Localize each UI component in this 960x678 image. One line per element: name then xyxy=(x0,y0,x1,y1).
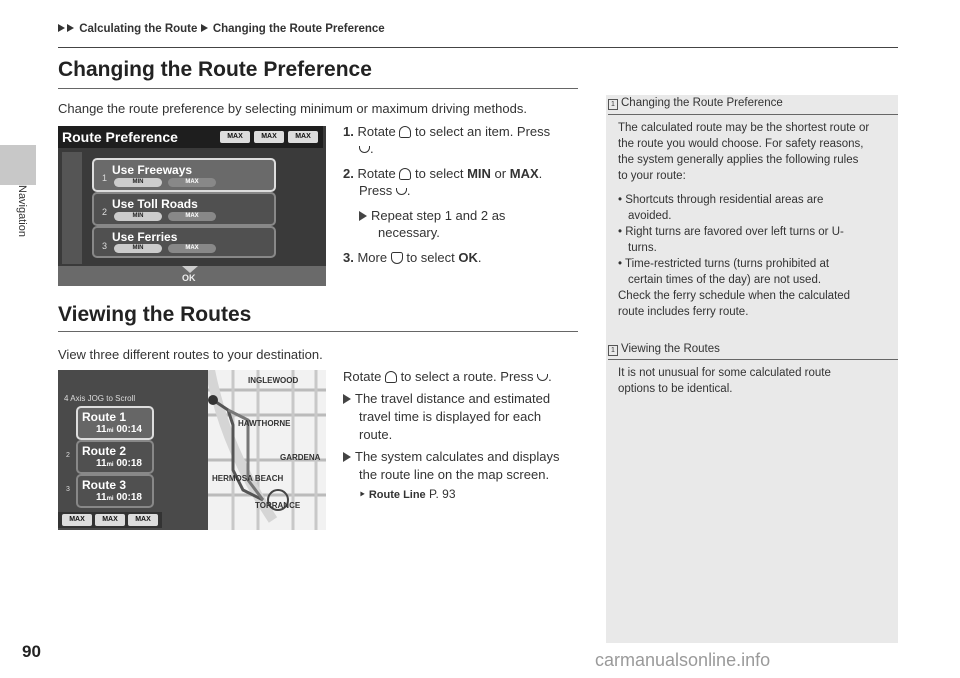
note-marker-icon: 1 xyxy=(608,345,618,356)
max-option[interactable]: MAX xyxy=(168,244,216,253)
route-2-option[interactable]: Route 2 11mi 00:18 xyxy=(76,440,154,474)
item-number: 2 xyxy=(102,207,108,217)
result-1: The travel distance and estimated xyxy=(343,391,550,406)
note-marker-icon: 1 xyxy=(608,99,618,110)
min-option[interactable]: MIN xyxy=(114,178,162,187)
interface-dial-icon xyxy=(399,168,411,180)
header-rule xyxy=(58,47,898,48)
item-use-ferries[interactable] xyxy=(92,226,276,258)
item-number: 3 xyxy=(102,241,108,251)
scroll-track xyxy=(62,152,82,264)
step-2-sub: Repeat step 1 and 2 as xyxy=(359,208,505,223)
press-icon xyxy=(396,188,407,195)
screen-title-bar xyxy=(58,126,323,148)
bullet-item: • Right turns are favored over left turns or U- xyxy=(618,226,844,238)
ferry-max-badge: MAX xyxy=(288,131,318,143)
step-1-press: . xyxy=(359,141,374,156)
place-label: TORRANCE xyxy=(255,501,301,510)
ferry-max-badge: MAX xyxy=(128,514,158,526)
step-2: 2. Rotate to select MIN or MAX. xyxy=(343,166,543,181)
item-use-toll-roads[interactable] xyxy=(92,192,276,226)
section-rule xyxy=(58,331,578,332)
max-option[interactable]: MAX xyxy=(168,212,216,221)
min-option[interactable]: MIN xyxy=(114,212,162,221)
result-1-line2: travel time is displayed for each xyxy=(359,409,542,424)
result-1-line3: route. xyxy=(359,427,393,442)
note-rule xyxy=(608,114,898,115)
bullet-item: • Time-restricted turns (turns prohibited at xyxy=(618,258,830,270)
result-2: The system calculates and displays xyxy=(343,449,559,464)
result-arrow-icon xyxy=(343,394,351,404)
bullet-item: • Shortcuts through residential areas are xyxy=(618,194,824,206)
side-tab-label: Navigation xyxy=(16,185,28,237)
step-rotate: Rotate to select a route. Press . xyxy=(343,369,552,384)
item-label: Use Toll Roads xyxy=(112,197,198,211)
freeway-max-badge: MAX xyxy=(62,514,92,526)
section-intro: View three different routes to your destination. xyxy=(58,347,323,362)
route-number: 3 xyxy=(66,486,70,493)
step-2-press: Press . xyxy=(359,183,411,198)
toll-max-badge: MAX xyxy=(95,514,125,526)
note-rule xyxy=(608,359,898,360)
freeway-max-badge: MAX xyxy=(220,131,250,143)
press-icon xyxy=(537,374,548,381)
interface-dial-icon xyxy=(385,371,397,383)
breadcrumb-part1[interactable]: Calculating the Route xyxy=(79,23,198,35)
note-body: It is not unusual for some calculated route options to be identical. xyxy=(618,367,831,395)
item-use-freeways[interactable] xyxy=(92,158,276,192)
place-label: HERMOSA BEACH xyxy=(212,474,284,483)
side-tab xyxy=(0,145,36,185)
result-arrow-icon xyxy=(343,452,351,462)
place-label: INGLEWOOD xyxy=(248,376,299,385)
breadcrumb xyxy=(58,23,385,35)
note-heading: 1 Changing the Route Preference xyxy=(608,97,783,110)
route-3-option[interactable]: Route 3 11mi 00:18 xyxy=(76,474,154,508)
max-option[interactable]: MAX xyxy=(168,178,216,187)
breadcrumb-arrow-icon xyxy=(201,24,208,32)
item-label: Use Ferries xyxy=(112,230,178,244)
note-heading: 1 Viewing the Routes xyxy=(608,343,720,356)
section-title-viewing-routes: Viewing the Routes xyxy=(58,303,252,326)
route-1-option[interactable]: Route 1 11mi 00:14 xyxy=(76,406,154,440)
move-dial-icon xyxy=(391,252,403,264)
step-2-sub-cont: necessary. xyxy=(378,225,440,240)
chevron-down-icon xyxy=(182,266,198,273)
section-title-route-preference: Changing the Route Preference xyxy=(58,58,372,81)
result-2-line2: the route line on the map screen. xyxy=(359,467,550,482)
breadcrumb-arrow-icon xyxy=(67,24,74,32)
route-line-reference[interactable]: ‣ Route Line P. 93 xyxy=(359,487,456,501)
step-3: 3. More to select OK. xyxy=(343,250,482,265)
press-icon xyxy=(359,146,370,153)
item-number: 1 xyxy=(102,173,108,183)
min-option[interactable]: MIN xyxy=(114,244,162,253)
jog-hint: 4 Axis JOG to Scroll xyxy=(64,394,136,403)
breadcrumb-part2[interactable]: Changing the Route Preference xyxy=(212,23,385,35)
step-1: 1. Rotate to select an item. Press xyxy=(343,124,551,139)
routes-map-screen xyxy=(58,370,326,530)
breadcrumb-arrow-icon xyxy=(58,24,65,32)
place-label: GARDENA xyxy=(280,453,321,462)
section-intro: Change the route preference by selecting minimum or maximum driving methods. xyxy=(58,101,527,116)
interface-dial-icon xyxy=(399,126,411,138)
ok-label[interactable]: OK xyxy=(182,273,196,283)
screen-title: Route Preference xyxy=(62,129,178,145)
toll-max-badge: MAX xyxy=(254,131,284,143)
avoid-badges-bar xyxy=(58,512,162,528)
place-label: HAWTHORNE xyxy=(238,419,291,428)
route-number: 2 xyxy=(66,452,70,459)
result-arrow-icon xyxy=(359,211,367,221)
route-preference-screen xyxy=(58,126,326,286)
page-number: 90 xyxy=(22,642,41,661)
section-rule xyxy=(58,88,578,89)
watermark: carmanualsonline.info xyxy=(595,650,771,670)
screen-footer xyxy=(58,266,326,286)
note-body: The calculated route may be the shortest route or the route you would choose. For safety reasons, the system generally applies the following rules to your route: • Shortcuts through residential areas are avoided. • Right turns are favored over left turns or U- turns. • Time-restricted turns (turns prohibited at certain times of the day) are not used. Check the ferry schedule when the calculated route includes ferry route. xyxy=(618,120,893,320)
item-label: Use Freeways xyxy=(112,163,193,177)
